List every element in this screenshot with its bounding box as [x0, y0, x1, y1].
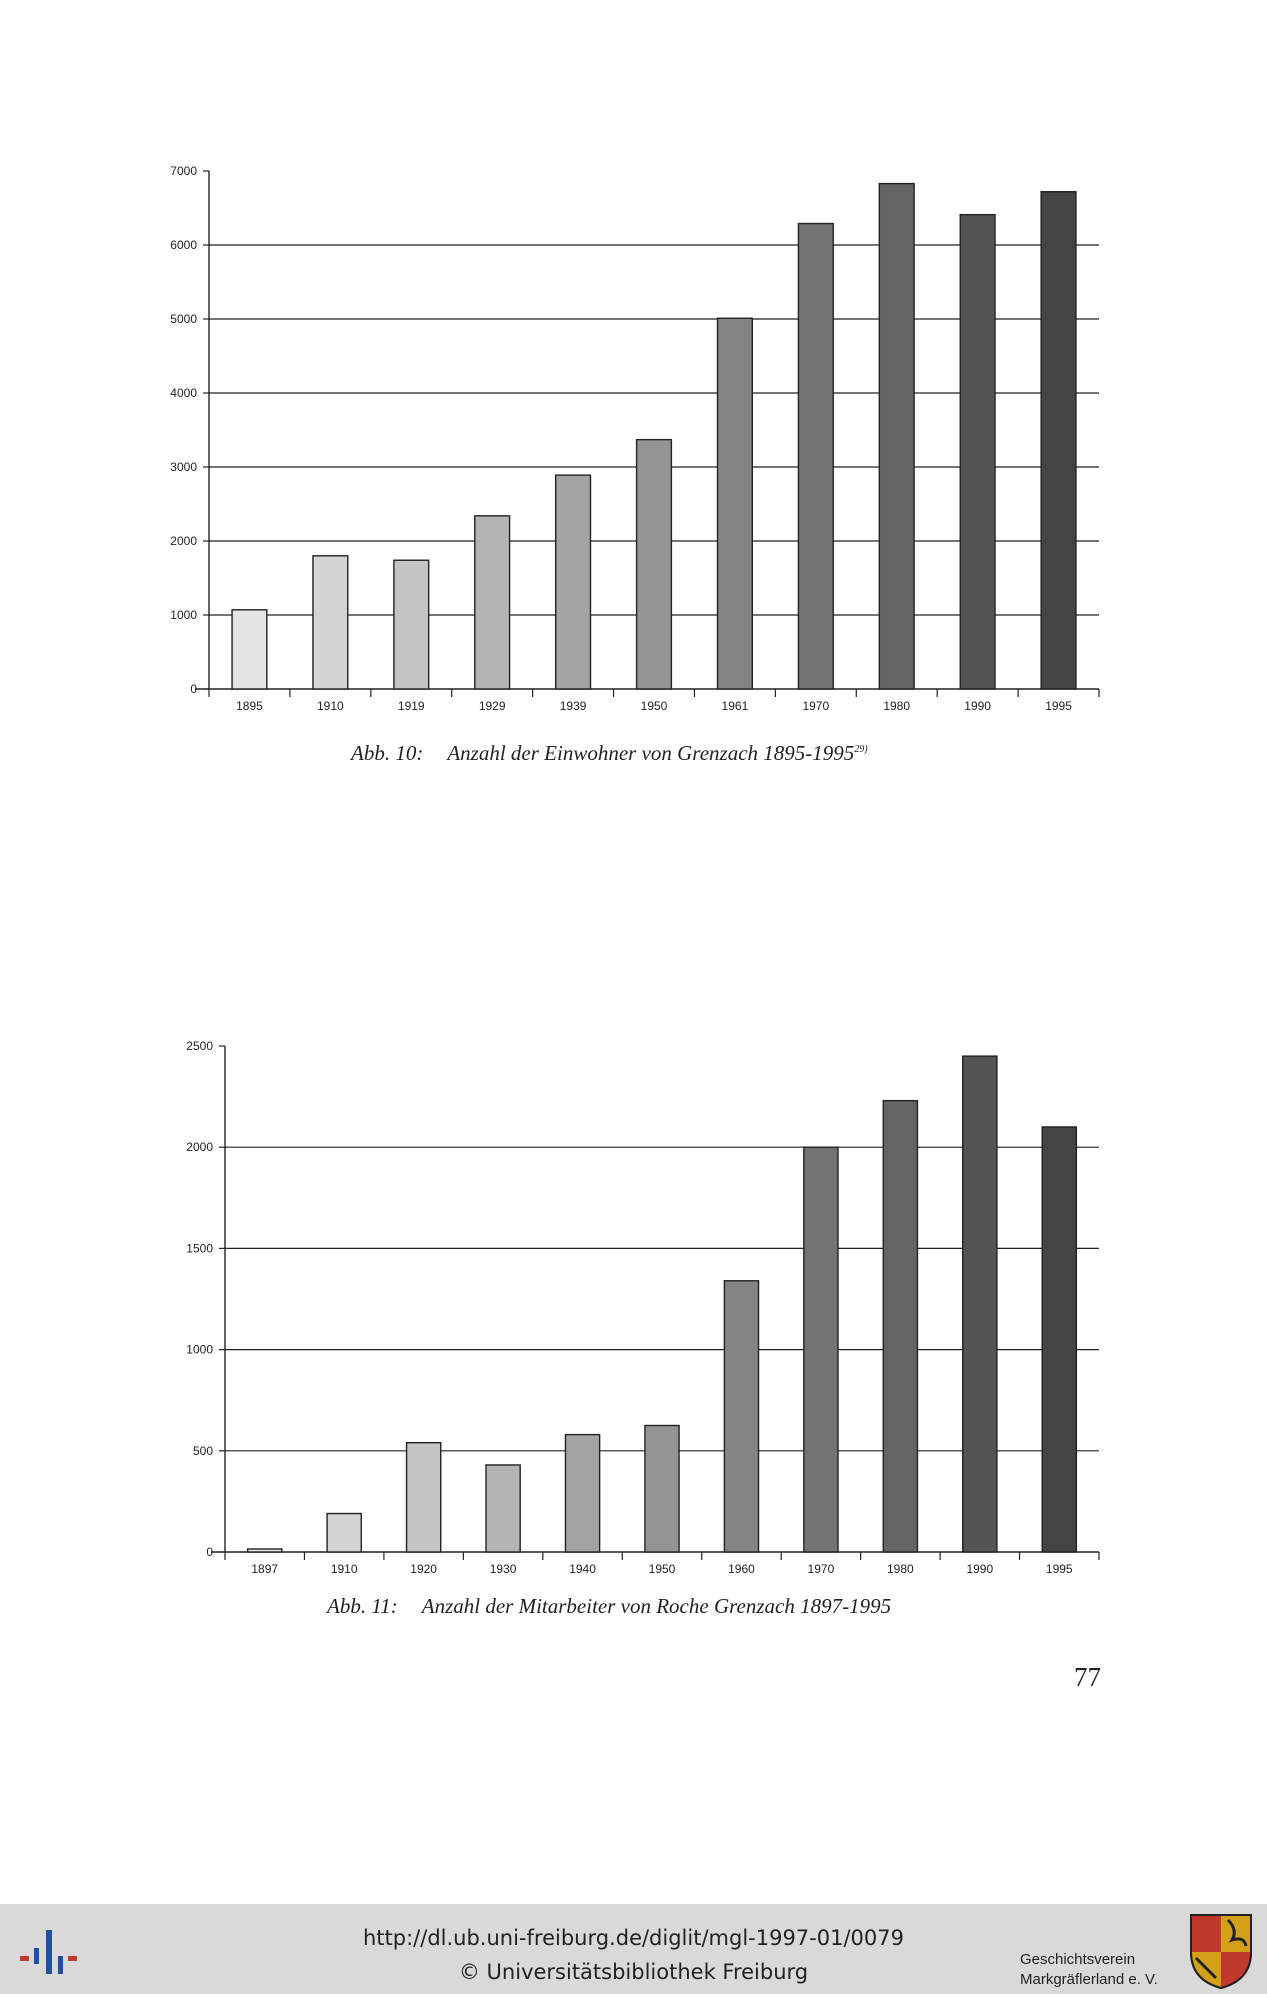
x-tick-label: 1960	[728, 1562, 755, 1576]
bar-1930	[486, 1465, 520, 1552]
bar-1910	[327, 1514, 361, 1552]
society-line-2: Markgräflerland e. V.	[1020, 1971, 1158, 1988]
caption-footnote: 29)	[854, 744, 868, 755]
x-tick-label: 1895	[236, 699, 263, 713]
x-tick-label: 1990	[964, 699, 991, 713]
caption-abb-10	[351, 741, 868, 766]
x-tick-label: 1910	[317, 699, 344, 713]
bar-1970	[804, 1147, 838, 1552]
bar-1980	[883, 1101, 917, 1552]
bar-1929	[475, 516, 510, 689]
y-tick-label: 3000	[170, 460, 197, 474]
x-tick-label: 1950	[640, 699, 668, 713]
society-name	[1020, 1950, 1158, 1990]
bar-1961	[718, 318, 753, 689]
bar-1939	[556, 475, 591, 689]
bar-1995	[1041, 192, 1076, 689]
y-tick-label: 1000	[186, 1342, 213, 1357]
page-number: 77	[1074, 1662, 1101, 1692]
y-tick-label: 2000	[170, 534, 197, 548]
x-tick-label: 1970	[807, 1562, 835, 1576]
x-tick-label: 1950	[648, 1562, 676, 1576]
y-tick-label: 6000	[170, 238, 197, 252]
x-tick-label: 1995	[1045, 699, 1072, 713]
chart-mitarbeiter	[0, 1030, 1267, 1630]
x-tick-label: 1930	[489, 1562, 517, 1576]
bar-1980	[879, 184, 914, 689]
footer-url[interactable]: http://dl.ub.uni-freiburg.de/diglit/mgl-1997-01/0079	[362, 1926, 904, 1950]
bar-1970	[798, 224, 833, 689]
footer-copyright: © Universitätsbibliothek Freiburg	[458, 1960, 809, 1984]
x-tick-label: 1980	[883, 699, 911, 713]
y-tick-label: 4000	[170, 386, 197, 400]
y-tick-label: 0	[206, 1545, 213, 1559]
bar-1990	[960, 215, 995, 689]
bar-1995	[1042, 1127, 1076, 1552]
bar-1897	[248, 1549, 282, 1552]
y-tick-label: 1500	[186, 1241, 213, 1256]
chart-mitarbeiter-svg	[0, 1030, 1267, 1630]
bar-1940	[565, 1435, 599, 1552]
bar-1919	[394, 560, 429, 689]
caption-label: Abb. 11:	[327, 1594, 398, 1618]
x-tick-label: 1980	[887, 1562, 914, 1576]
bar-1950	[645, 1426, 679, 1553]
x-tick-label: 1940	[569, 1562, 596, 1576]
y-tick-label: 5000	[170, 312, 197, 326]
x-tick-label: 1995	[1045, 1562, 1073, 1576]
y-tick-label: 2000	[186, 1140, 213, 1155]
caption-text: Anzahl der Mitarbeiter von Roche Grenzach 1897-1995	[421, 1594, 892, 1618]
x-tick-label: 1919	[397, 699, 425, 713]
bar-1910	[313, 556, 348, 689]
coat-of-arms-icon	[1188, 1912, 1254, 1990]
x-tick-label: 1910	[330, 1562, 358, 1576]
x-tick-label: 1929	[478, 699, 506, 713]
caption-abb-11	[327, 1594, 891, 1619]
x-tick-label: 1970	[802, 699, 830, 713]
y-tick-label: 500	[192, 1443, 213, 1458]
x-tick-label: 1897	[251, 1562, 279, 1576]
bar-1895	[232, 610, 267, 689]
x-tick-label: 1939	[559, 699, 587, 713]
bar-1960	[724, 1281, 758, 1552]
footer-bar	[0, 1904, 1267, 1994]
caption-text: Anzahl der Einwohner von Grenzach 1895-1995	[447, 741, 855, 765]
y-tick-label: 0	[190, 682, 197, 696]
bar-1990	[963, 1056, 997, 1552]
x-tick-label: 1920	[410, 1562, 437, 1576]
bar-1950	[637, 440, 672, 689]
y-tick-label: 2500	[186, 1039, 213, 1053]
y-tick-label: 1000	[170, 608, 197, 622]
society-line-1: Geschichtsverein	[1020, 1951, 1136, 1968]
chart-einwohner-svg	[0, 150, 1267, 750]
caption-label: Abb. 10:	[351, 741, 424, 765]
chart-einwohner	[0, 150, 1267, 750]
bar-1920	[407, 1443, 441, 1552]
x-tick-label: 1990	[966, 1562, 994, 1576]
y-tick-label: 7000	[170, 164, 197, 178]
x-tick-label: 1961	[721, 699, 749, 713]
